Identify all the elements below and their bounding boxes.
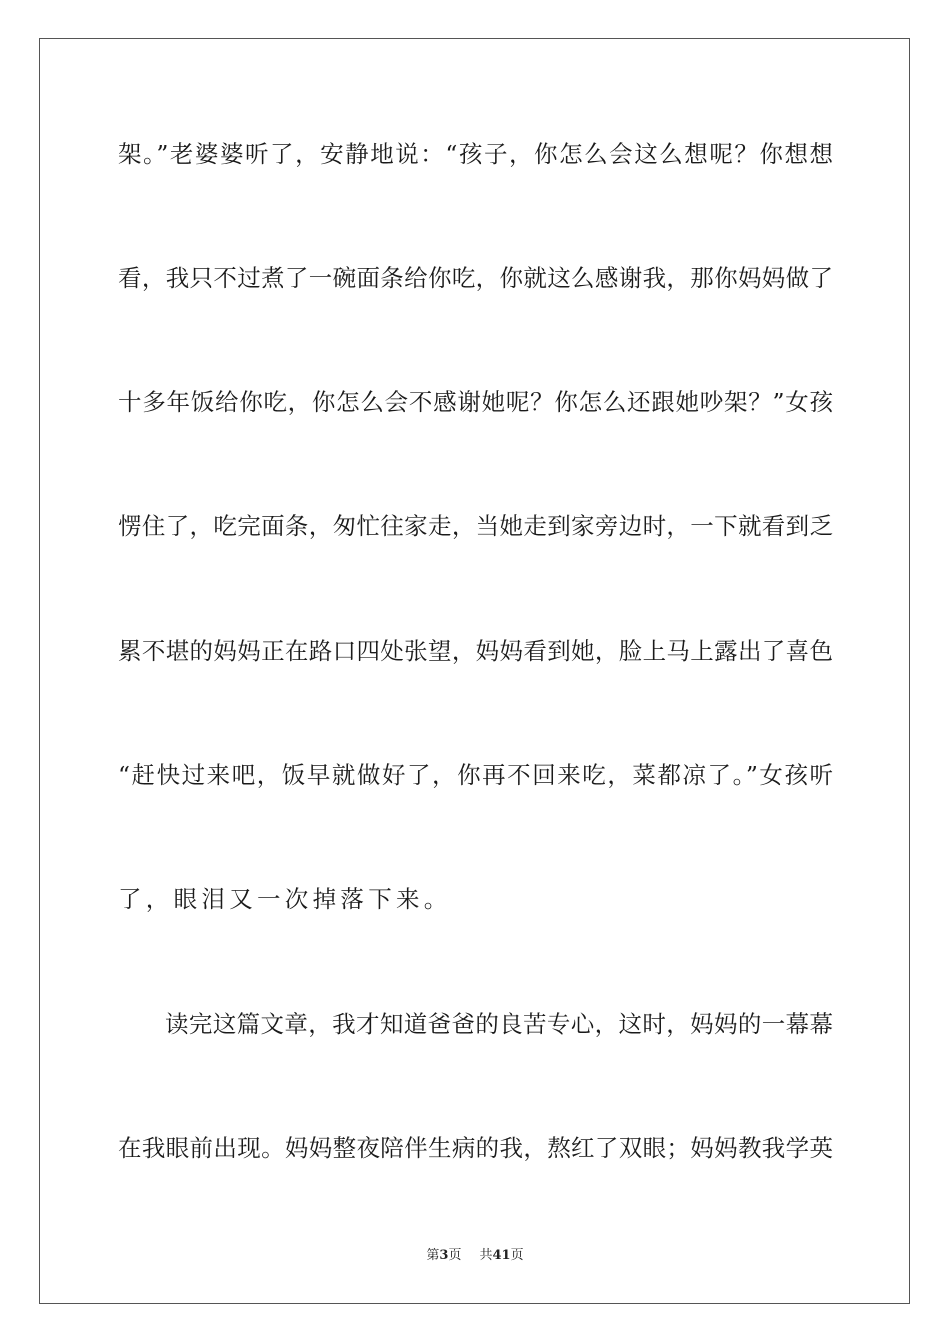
page-suffix: 页 bbox=[448, 1248, 462, 1263]
text-line-4: 愣住了，吃完面条，匆忙往家走，当她走到家旁边时，一下就看到乏 bbox=[118, 512, 833, 540]
text-line-2: 看，我只不过煮了一碗面条给你吃，你就这么感谢我，那你妈妈做了 bbox=[118, 264, 833, 292]
text-line-1: 架。”老婆婆听了，安静地说：“孩子，你怎么会这么想呢？你想想 bbox=[118, 140, 833, 168]
total-pages: 41 bbox=[492, 1248, 511, 1263]
text-line-5: 累不堪的妈妈正在路口四处张望，妈妈看到她，脸上马上露出了喜色 bbox=[118, 637, 833, 665]
page-prefix: 第 bbox=[426, 1248, 440, 1263]
total-suffix: 页 bbox=[510, 1248, 524, 1263]
text-line-9: 在我眼前出现。妈妈整夜陪伴生病的我，熬红了双眼；妈妈教我学英 bbox=[118, 1134, 833, 1162]
total-prefix: 共 bbox=[479, 1248, 493, 1263]
page-number: 3 bbox=[439, 1248, 449, 1263]
text-line-3: 十多年饭给你吃，你怎么会不感谢她呢？你怎么还跟她吵架？”女孩 bbox=[118, 388, 833, 416]
page-border bbox=[39, 38, 910, 1304]
text-line-7: 了，眼泪又一次掉落下来。 bbox=[118, 885, 452, 913]
page-footer bbox=[0, 1246, 950, 1266]
text-line-6: “赶快过来吧，饭早就做好了，你再不回来吃，菜都凉了。”女孩听 bbox=[118, 761, 833, 789]
paragraph-start-line: 读完这篇文章，我才知道爸爸的良苦专心，这时，妈妈的一幕幕 bbox=[165, 1010, 833, 1038]
